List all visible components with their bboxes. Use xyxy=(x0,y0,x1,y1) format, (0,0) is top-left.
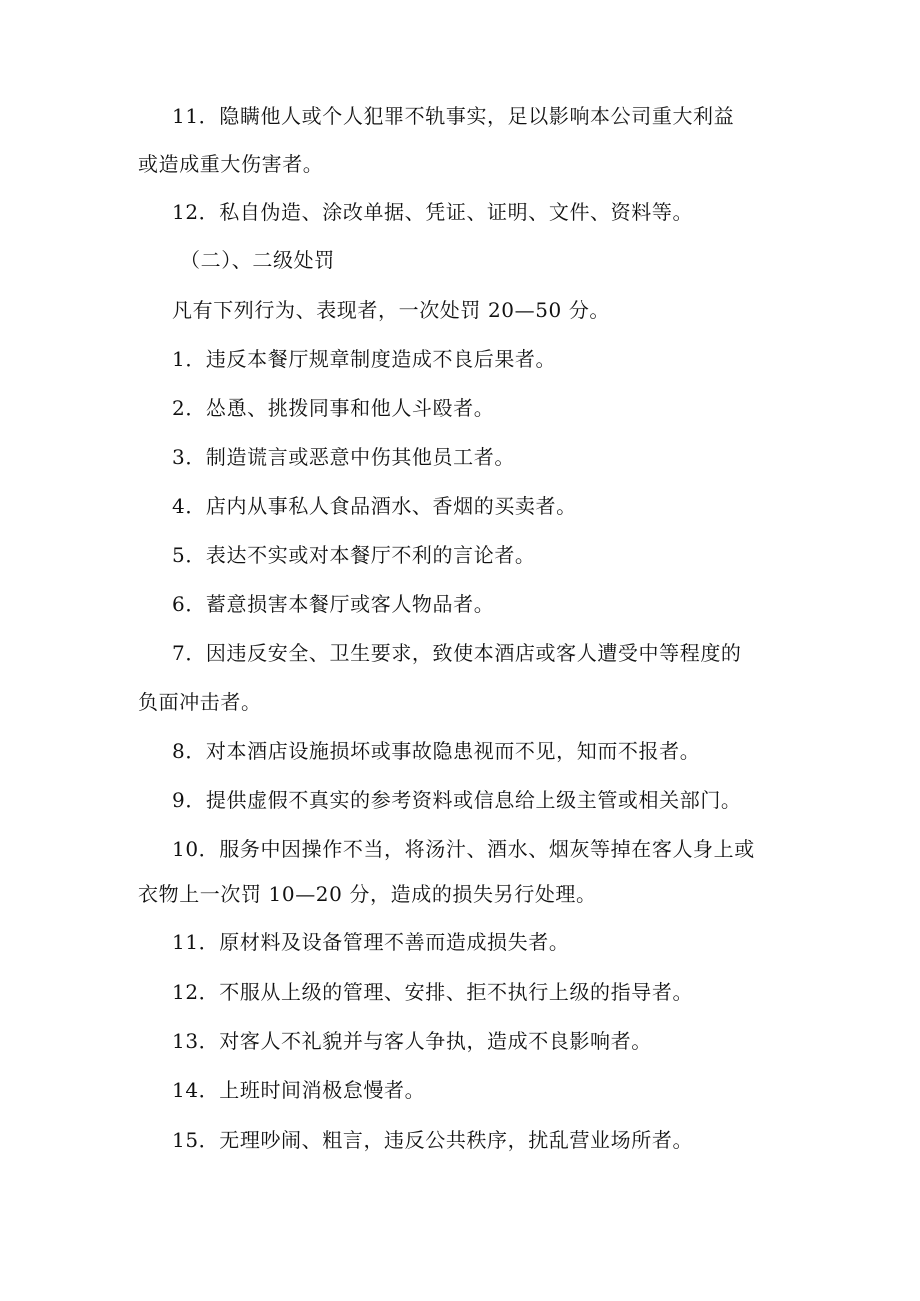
list-item: 5．表达不实或对本餐厅不利的言论者。 xyxy=(172,543,536,567)
paragraph-line: 或造成重大伤害者。 xyxy=(138,152,324,176)
paragraph-line: 11．隐瞒他人或个人犯罪不轨事实，足以影响本公司重大利益 xyxy=(172,104,735,128)
section-heading: （二）、二级处罚 xyxy=(180,248,335,272)
list-item: 11．原材料及设备管理不善而造成损失者。 xyxy=(172,930,570,954)
list-item: 7．因违反安全、卫生要求，致使本酒店或客人遭受中等程度的 xyxy=(172,641,742,665)
paragraph-line: 12．私自伪造、涂改单据、凭证、证明、文件、资料等。 xyxy=(172,200,694,224)
list-item: 8．对本酒店设施损坏或事故隐患视而不见，知而不报者。 xyxy=(172,739,701,763)
list-item: 12．不服从上级的管理、安排、拒不执行上级的指导者。 xyxy=(172,980,694,1004)
list-item-continuation: 衣物上一次罚 10—20 分，造成的损失另行处理。 xyxy=(138,882,597,906)
list-item: 6．蓄意损害本餐厅或客人物品者。 xyxy=(172,592,495,616)
list-item: 9．提供虚假不真实的参考资料或信息给上级主管或相关部门。 xyxy=(172,788,742,812)
paragraph-line: 凡有下列行为、表现者，一次处罚 20—50 分。 xyxy=(172,298,611,322)
list-item-continuation: 负面冲击者。 xyxy=(138,690,262,714)
list-item: 4．店内从事私人食品酒水、香烟的买卖者。 xyxy=(172,494,577,518)
list-item: 2．怂恿、挑拨同事和他人斗殴者。 xyxy=(172,396,495,420)
list-item: 10．服务中因操作不当，将汤汁、酒水、烟灰等掉在客人身上或 xyxy=(172,837,755,861)
list-item: 13．对客人不礼貌并与客人争执，造成不良影响者。 xyxy=(172,1029,652,1053)
list-item: 3．制造谎言或恶意中伤其他员工者。 xyxy=(172,445,515,469)
list-item: 14．上班时间消极怠慢者。 xyxy=(172,1078,426,1102)
list-item: 1．违反本餐厅规章制度造成不良后果者。 xyxy=(172,347,557,371)
list-item: 15．无理吵闹、粗言，违反公共秩序，扰乱营业场所者。 xyxy=(172,1128,694,1152)
